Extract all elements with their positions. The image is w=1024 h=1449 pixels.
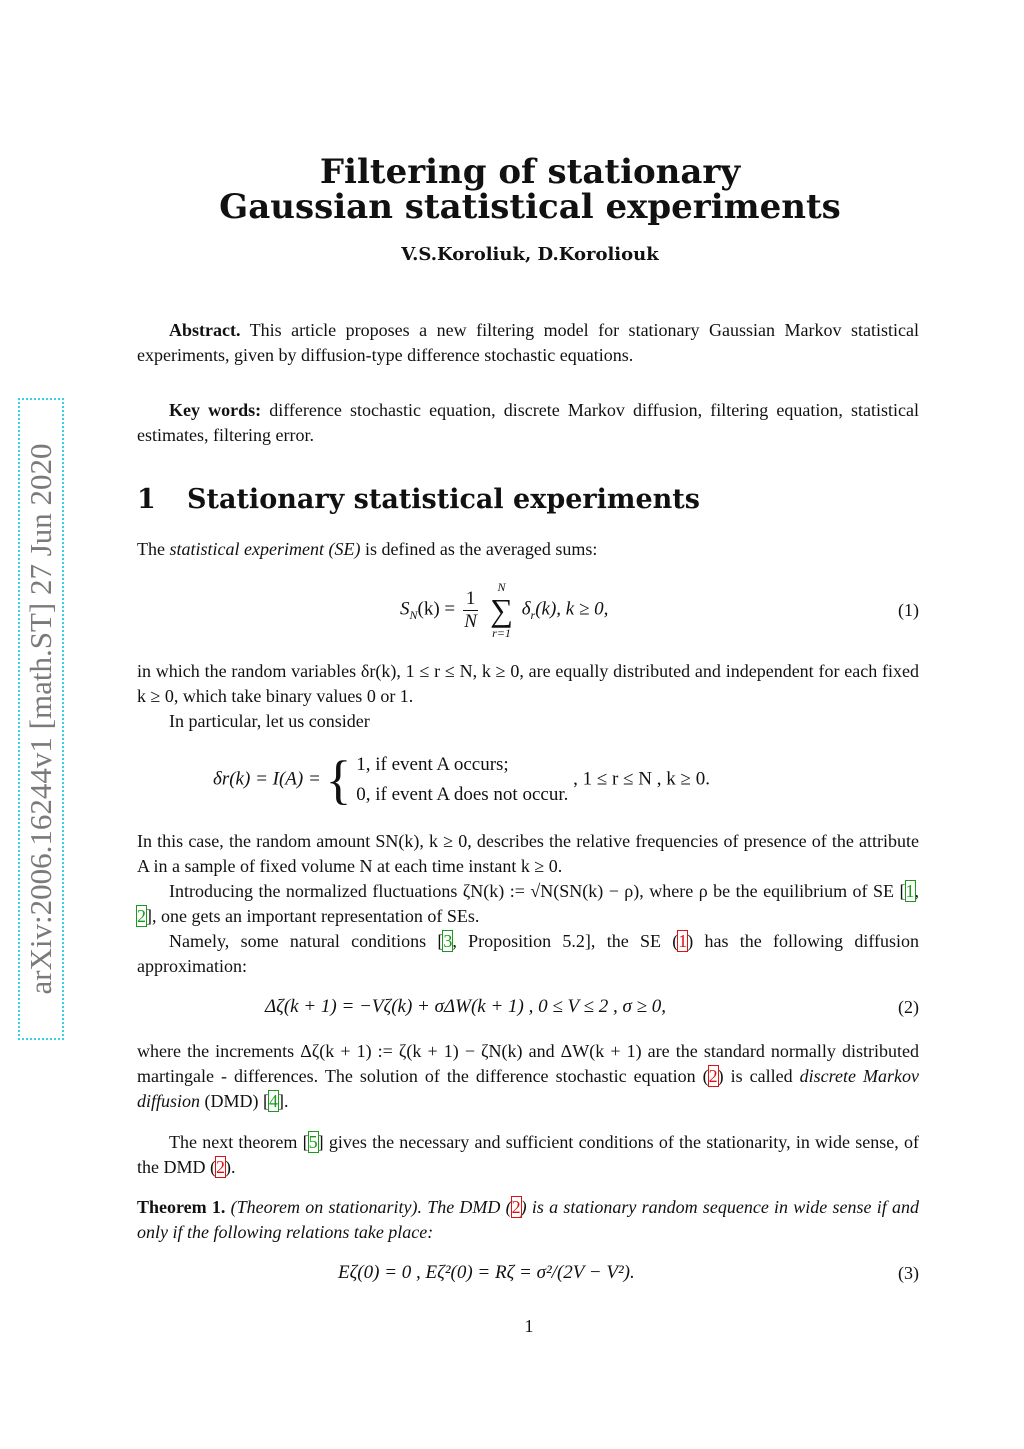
cases-lhs: δr(k) = I(A) = <box>213 768 321 790</box>
eq1-rhs-tail: (k), k ≥ 0, <box>535 598 609 620</box>
eq1-frac-num: 1 <box>463 588 479 611</box>
equation-2: Δζ(k + 1) = −Vζ(k) + σΔW(k + 1) , 0 ≤ V ≤ 2 , σ ≥ 0, <box>265 996 667 1017</box>
p6-c: ) has the following diffusion approximation: <box>137 931 919 976</box>
equation-ref-1[interactable]: 1 <box>678 931 688 951</box>
eq1-sum-bot: r=1 <box>492 626 511 640</box>
p7-b: ) is called <box>717 1066 793 1086</box>
paragraph-in-particular: In particular, let us consider <box>169 711 370 731</box>
p5-sep: , <box>914 881 919 901</box>
cases-block <box>356 750 568 810</box>
equation-3-number: (3) <box>898 1263 919 1283</box>
paragraph-next-theorem <box>137 1130 919 1180</box>
paragraph-se-definition <box>137 537 919 562</box>
theorem-1 <box>137 1195 919 1245</box>
citation-ref-1[interactable]: 1 <box>905 881 915 901</box>
arxiv-sidebar-stamp <box>18 398 64 1040</box>
p7-term: discrete Markov diffusion <box>137 1066 919 1111</box>
eq1-lhs-arg: (k) = <box>417 598 456 620</box>
citation-ref-3[interactable]: 3 <box>443 931 453 951</box>
p7-a: where the increments Δζ(k + 1) := ζ(k + 1) − ζN(k) and ΔW(k + 1) are the standard normally distributed martingale - differences. The solution of the difference stochastic equation ( <box>137 1041 919 1086</box>
sum-symbol: ∑ <box>490 592 513 628</box>
p1-before: The <box>137 539 165 559</box>
abstract <box>137 318 919 368</box>
arxiv-id: arXiv:2006.16244v1 [math.ST] 27 Jun 2020 <box>23 443 58 995</box>
keywords-text: difference stochastic equation, discrete Markov diffusion, filtering equation, statistical estimates, filtering error. <box>137 400 919 445</box>
paragraph-normalized-fluctuations <box>137 879 919 929</box>
page-number: 1 <box>524 1316 534 1336</box>
eq1-rhs: δ <box>521 598 531 620</box>
eq1-frac-den: N <box>464 610 477 632</box>
equation-ref-2[interactable]: 2 <box>708 1066 718 1086</box>
brace-symbol: { <box>325 750 352 810</box>
authors: V.S.Koroliuk, D.Koroliouk <box>401 244 659 265</box>
p6-a: Namely, some natural conditions [ <box>169 931 444 951</box>
equation-1 <box>400 580 608 640</box>
case-1: 1, if event A occurs; <box>356 754 509 775</box>
eq1-sum-top: N <box>497 580 506 594</box>
keywords <box>137 398 919 448</box>
citation-ref-4[interactable]: 4 <box>269 1091 279 1111</box>
equation-1-number: (1) <box>898 600 919 620</box>
eq1-rhs-sub: r <box>530 608 536 623</box>
citation-ref-5[interactable]: 5 <box>308 1132 318 1152</box>
eq1-lhs-sub: N <box>409 608 418 623</box>
equation-2-number: (2) <box>898 997 919 1017</box>
paper-title-line2: Gaussian statistical experiments <box>219 187 841 227</box>
eq1-fraction <box>463 588 479 633</box>
p8-c: ). <box>225 1157 236 1177</box>
equation-ref-2c[interactable]: 2 <box>511 1197 521 1217</box>
eq1-lhs: S <box>400 598 410 620</box>
p8-b: ] gives the necessary and sufficient conditions of the stationarity, in wide sense, of the DMD ( <box>137 1132 919 1177</box>
section-heading <box>137 484 700 515</box>
p7-d: ]. <box>278 1091 289 1111</box>
citation-ref-2[interactable]: 2 <box>137 906 146 926</box>
p6-b: , Proposition 5.2], the SE ( <box>452 931 679 951</box>
p1-after: is defined as the averaged sums: <box>364 539 598 559</box>
keywords-label: Key words: <box>169 400 262 420</box>
abstract-text: This article proposes a new filtering model for stationary Gaussian Markov statistical experiments, given by diffusion-type difference stochastic equations. <box>137 320 919 365</box>
theorem-a: (Theorem on stationarity). The DMD ( <box>230 1197 512 1217</box>
paragraph-diffusion-approx <box>137 929 919 979</box>
p1-term: statistical experiment (SE) <box>169 539 361 559</box>
p5-a: Introducing the normalized fluctuations ζN(k) := √N(SN(k) − ρ), where ρ be the equilibrium of SE [ <box>169 881 906 901</box>
p5-b: ], one gets an important representation of SEs. <box>146 906 480 926</box>
paragraph-relative-frequencies: In this case, the random amount SN(k), k ≥ 0, describes the relative frequencies of presence of the attribute A in a sample of fixed volume N at each time instant k ≥ 0. <box>137 831 919 876</box>
paragraph-random-variables: in which the random variables δr(k), 1 ≤ r ≤ N, k ≥ 0, are equally distributed and independent for each fixed k ≥ 0, which take binary values 0 or 1. <box>137 661 919 706</box>
p8-a: The next theorem [ <box>169 1132 309 1152</box>
theorem-label: Theorem 1. <box>137 1197 226 1217</box>
equation-cases <box>213 750 710 810</box>
p7-c: (DMD) [ <box>204 1091 270 1111</box>
cases-tail: , 1 ≤ r ≤ N , k ≥ 0. <box>573 768 710 790</box>
section-number: 1 <box>137 484 156 515</box>
eq1-sum <box>490 580 513 640</box>
equation-3: Eζ(0) = 0 , Eζ²(0) = Rζ = σ²/(2V − V²). <box>338 1262 635 1283</box>
paper-title-line1: Filtering of stationary <box>319 152 741 192</box>
theorem-b: ) is a stationary random sequence in wide sense if and only if the following relations take place: <box>137 1197 920 1242</box>
abstract-label: Abstract. <box>169 320 241 340</box>
paragraph-increments <box>137 1039 919 1114</box>
equation-ref-2b[interactable]: 2 <box>216 1157 225 1177</box>
case-2: 0, if event A does not occur. <box>356 784 569 805</box>
section-title: Stationary statistical experiments <box>187 484 700 515</box>
